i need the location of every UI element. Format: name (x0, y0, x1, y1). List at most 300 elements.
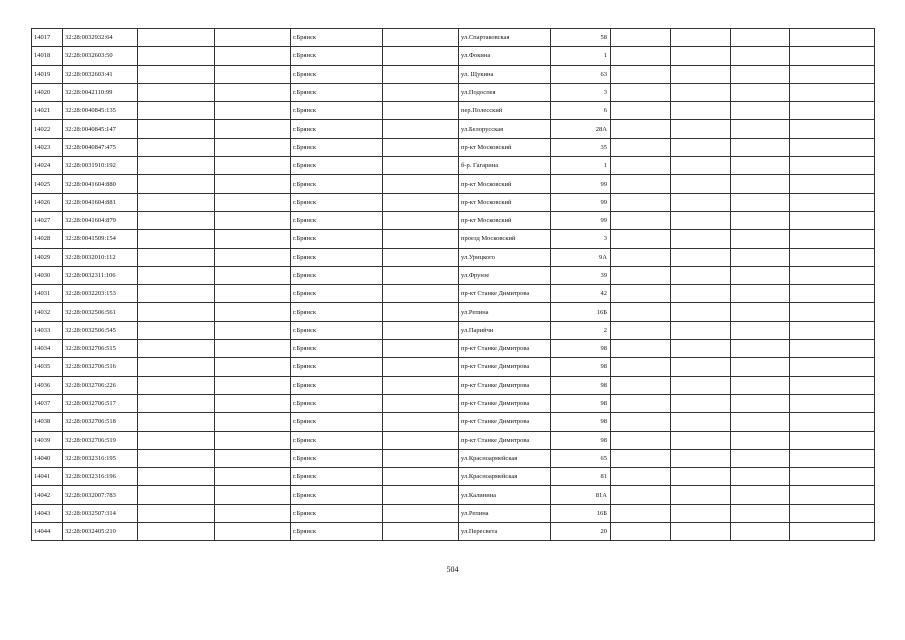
empty-cell (790, 449, 875, 467)
empty-cell (611, 157, 671, 175)
cadastral-number-cell: 32:28:0032010:112 (63, 248, 138, 266)
empty-cell (611, 65, 671, 83)
empty-cell (790, 230, 875, 248)
empty-cell (215, 230, 291, 248)
empty-cell (731, 248, 790, 266)
street-cell: ул.Фрунзе (459, 266, 551, 284)
city-cell: г.Брянск (291, 358, 383, 376)
table-row (32, 504, 875, 522)
record-number-cell: 14017 (32, 29, 63, 47)
cadastral-number-cell: 32:28:0041604:879 (63, 211, 138, 229)
cadastral-number-cell: 32:28:0032603:41 (63, 65, 138, 83)
empty-cell (611, 303, 671, 321)
empty-cell (790, 431, 875, 449)
empty-cell (671, 394, 731, 412)
city-cell: г.Брянск (291, 523, 383, 541)
street-cell: ул. Щукина (459, 65, 551, 83)
cadastral-number-cell: 32:28:0032506:545 (63, 321, 138, 339)
empty-cell (790, 413, 875, 431)
empty-cell (731, 340, 790, 358)
house-number-cell: 99 (551, 211, 611, 229)
empty-cell (138, 211, 215, 229)
empty-cell (671, 266, 731, 284)
empty-cell (383, 394, 459, 412)
empty-cell (383, 504, 459, 522)
empty-cell (138, 248, 215, 266)
empty-cell (731, 29, 790, 47)
empty-cell (215, 175, 291, 193)
empty-cell (611, 29, 671, 47)
record-number-cell: 14041 (32, 468, 63, 486)
empty-cell (138, 138, 215, 156)
record-number-cell: 14020 (32, 83, 63, 101)
city-cell: г.Брянск (291, 65, 383, 83)
empty-cell (671, 504, 731, 522)
empty-cell (383, 83, 459, 101)
empty-cell (611, 47, 671, 65)
cadastral-number-cell: 32:28:0032311:106 (63, 266, 138, 284)
empty-cell (138, 157, 215, 175)
street-cell: ул.Спартаковская (459, 29, 551, 47)
table-row (32, 394, 875, 412)
empty-cell (215, 413, 291, 431)
empty-cell (383, 29, 459, 47)
cadastral-number-cell: 32:28:0032507:314 (63, 504, 138, 522)
empty-cell (671, 468, 731, 486)
street-cell: пр-кт Станке Димитрова (459, 340, 551, 358)
empty-cell (215, 47, 291, 65)
empty-cell (383, 157, 459, 175)
table-row (32, 157, 875, 175)
empty-cell (790, 211, 875, 229)
empty-cell (671, 523, 731, 541)
empty-cell (611, 358, 671, 376)
empty-cell (671, 413, 731, 431)
city-cell: г.Брянск (291, 83, 383, 101)
empty-cell (138, 358, 215, 376)
empty-cell (383, 193, 459, 211)
cadastral-number-cell: 32:28:0032932:64 (63, 29, 138, 47)
city-cell: г.Брянск (291, 431, 383, 449)
empty-cell (215, 523, 291, 541)
empty-cell (671, 175, 731, 193)
record-number-cell: 14022 (32, 120, 63, 138)
empty-cell (215, 321, 291, 339)
cadastral-number-cell: 32:28:0032203:153 (63, 285, 138, 303)
table-row (32, 175, 875, 193)
house-number-cell: 81А (551, 486, 611, 504)
empty-cell (611, 504, 671, 522)
empty-cell (138, 102, 215, 120)
empty-cell (383, 413, 459, 431)
house-number-cell: 81 (551, 468, 611, 486)
empty-cell (383, 175, 459, 193)
empty-cell (671, 431, 731, 449)
city-cell: г.Брянск (291, 486, 383, 504)
house-number-cell: 99 (551, 175, 611, 193)
house-number-cell: 16Б (551, 504, 611, 522)
city-cell: г.Брянск (291, 157, 383, 175)
street-cell: ул.Красноармейская (459, 468, 551, 486)
empty-cell (731, 266, 790, 284)
empty-cell (383, 285, 459, 303)
record-number-cell: 14034 (32, 340, 63, 358)
empty-cell (383, 468, 459, 486)
street-cell: пр-кт Станке Димитрова (459, 376, 551, 394)
cadastral-number-cell: 32:28:0031910:192 (63, 157, 138, 175)
empty-cell (138, 523, 215, 541)
street-cell: ул.Пересвета (459, 523, 551, 541)
cadastral-number-cell: 32:28:0032706:515 (63, 340, 138, 358)
empty-cell (383, 47, 459, 65)
empty-cell (611, 413, 671, 431)
house-number-cell: 20 (551, 523, 611, 541)
city-cell: г.Брянск (291, 321, 383, 339)
table-row (32, 285, 875, 303)
empty-cell (731, 486, 790, 504)
city-cell: г.Брянск (291, 303, 383, 321)
empty-cell (138, 340, 215, 358)
house-number-cell: 98 (551, 413, 611, 431)
empty-cell (611, 193, 671, 211)
cadastral-number-cell: 32:28:0040847:475 (63, 138, 138, 156)
empty-cell (383, 230, 459, 248)
record-number-cell: 14044 (32, 523, 63, 541)
street-cell: пр-кт Московский (459, 138, 551, 156)
street-cell: ул.Белорусская (459, 120, 551, 138)
empty-cell (671, 230, 731, 248)
empty-cell (790, 394, 875, 412)
empty-cell (383, 120, 459, 138)
empty-cell (383, 358, 459, 376)
house-number-cell: 1 (551, 47, 611, 65)
street-cell: ул.Репина (459, 303, 551, 321)
empty-cell (138, 449, 215, 467)
house-number-cell: 9А (551, 248, 611, 266)
city-cell: г.Брянск (291, 468, 383, 486)
empty-cell (138, 193, 215, 211)
city-cell: г.Брянск (291, 504, 383, 522)
record-number-cell: 14019 (32, 65, 63, 83)
empty-cell (215, 157, 291, 175)
empty-cell (611, 340, 671, 358)
cadastral-number-cell: 32:28:0032706:519 (63, 431, 138, 449)
table-row (32, 230, 875, 248)
empty-cell (383, 248, 459, 266)
cadastral-number-cell: 32:28:0032706:226 (63, 376, 138, 394)
empty-cell (138, 65, 215, 83)
empty-cell (671, 157, 731, 175)
empty-cell (611, 248, 671, 266)
empty-cell (790, 65, 875, 83)
empty-cell (611, 230, 671, 248)
empty-cell (215, 211, 291, 229)
empty-cell (671, 138, 731, 156)
record-number-cell: 14033 (32, 321, 63, 339)
empty-cell (671, 65, 731, 83)
house-number-cell: 35 (551, 138, 611, 156)
empty-cell (138, 321, 215, 339)
empty-cell (611, 266, 671, 284)
street-cell: ул.Репина (459, 504, 551, 522)
empty-cell (138, 175, 215, 193)
house-number-cell: 6 (551, 102, 611, 120)
table-row (32, 248, 875, 266)
street-cell: б-р. Гагарина (459, 157, 551, 175)
city-cell: г.Брянск (291, 102, 383, 120)
street-cell: ул.Фокина (459, 47, 551, 65)
empty-cell (611, 211, 671, 229)
empty-cell (790, 248, 875, 266)
city-cell: г.Брянск (291, 120, 383, 138)
record-number-cell: 14043 (32, 504, 63, 522)
empty-cell (790, 193, 875, 211)
empty-cell (731, 376, 790, 394)
street-cell: пр-кт Станке Димитрова (459, 413, 551, 431)
empty-cell (383, 431, 459, 449)
cadastral-number-cell: 32:28:0032603:50 (63, 47, 138, 65)
empty-cell (790, 486, 875, 504)
empty-cell (790, 102, 875, 120)
house-number-cell: 65 (551, 449, 611, 467)
record-number-cell: 14021 (32, 102, 63, 120)
empty-cell (671, 376, 731, 394)
cadastral-number-cell: 32:28:0032706:518 (63, 413, 138, 431)
city-cell: г.Брянск (291, 211, 383, 229)
empty-cell (383, 266, 459, 284)
empty-cell (138, 29, 215, 47)
empty-cell (731, 83, 790, 101)
empty-cell (611, 102, 671, 120)
city-cell: г.Брянск (291, 193, 383, 211)
house-number-cell: 98 (551, 394, 611, 412)
empty-cell (671, 321, 731, 339)
cadastral-number-cell: 32:28:0041509:154 (63, 230, 138, 248)
empty-cell (215, 83, 291, 101)
city-cell: г.Брянск (291, 29, 383, 47)
empty-cell (671, 102, 731, 120)
house-number-cell: 63 (551, 65, 611, 83)
empty-cell (731, 175, 790, 193)
record-number-cell: 14023 (32, 138, 63, 156)
city-cell: г.Брянск (291, 266, 383, 284)
house-number-cell: 16Б (551, 303, 611, 321)
empty-cell (383, 340, 459, 358)
table-row (32, 120, 875, 138)
table-row (32, 211, 875, 229)
empty-cell (790, 83, 875, 101)
cadastral-number-cell: 32:28:0041604:881 (63, 193, 138, 211)
street-cell: ул.Урицкого (459, 248, 551, 266)
street-cell: ул.Калинина (459, 486, 551, 504)
empty-cell (671, 248, 731, 266)
empty-cell (790, 175, 875, 193)
empty-cell (138, 120, 215, 138)
record-number-cell: 14040 (32, 449, 63, 467)
house-number-cell: 58 (551, 29, 611, 47)
empty-cell (790, 47, 875, 65)
empty-cell (790, 358, 875, 376)
empty-cell (671, 29, 731, 47)
empty-cell (215, 394, 291, 412)
empty-cell (138, 230, 215, 248)
empty-cell (215, 358, 291, 376)
empty-cell (671, 340, 731, 358)
empty-cell (383, 65, 459, 83)
empty-cell (671, 486, 731, 504)
cadastral-number-cell: 32:28:0040845:147 (63, 120, 138, 138)
empty-cell (790, 303, 875, 321)
empty-cell (790, 266, 875, 284)
house-number-cell: 42 (551, 285, 611, 303)
empty-cell (215, 29, 291, 47)
table-row (32, 65, 875, 83)
record-number-cell: 14030 (32, 266, 63, 284)
empty-cell (611, 285, 671, 303)
empty-cell (790, 340, 875, 358)
record-number-cell: 14025 (32, 175, 63, 193)
street-cell: пр-кт Станке Димитрова (459, 431, 551, 449)
record-number-cell: 14038 (32, 413, 63, 431)
empty-cell (731, 504, 790, 522)
table-row (32, 413, 875, 431)
empty-cell (383, 303, 459, 321)
street-cell: пр-кт Московский (459, 193, 551, 211)
record-number-cell: 14036 (32, 376, 63, 394)
empty-cell (138, 486, 215, 504)
city-cell: г.Брянск (291, 285, 383, 303)
empty-cell (215, 303, 291, 321)
empty-cell (790, 285, 875, 303)
empty-cell (383, 211, 459, 229)
empty-cell (731, 413, 790, 431)
empty-cell (671, 358, 731, 376)
table-row (32, 47, 875, 65)
house-number-cell: 98 (551, 340, 611, 358)
cadastral-number-cell: 32:28:0032007:783 (63, 486, 138, 504)
house-number-cell: 98 (551, 431, 611, 449)
record-number-cell: 14032 (32, 303, 63, 321)
empty-cell (215, 431, 291, 449)
empty-cell (138, 413, 215, 431)
empty-cell (383, 102, 459, 120)
empty-cell (731, 120, 790, 138)
empty-cell (671, 303, 731, 321)
empty-cell (138, 376, 215, 394)
empty-cell (671, 120, 731, 138)
empty-cell (138, 285, 215, 303)
city-cell: г.Брянск (291, 376, 383, 394)
empty-cell (790, 29, 875, 47)
empty-cell (138, 47, 215, 65)
empty-cell (215, 193, 291, 211)
house-number-cell: 39 (551, 266, 611, 284)
empty-cell (138, 431, 215, 449)
table-row (32, 29, 875, 47)
record-number-cell: 14024 (32, 157, 63, 175)
street-cell: пр-кт Московский (459, 175, 551, 193)
empty-cell (731, 193, 790, 211)
table-row (32, 523, 875, 541)
empty-cell (731, 303, 790, 321)
empty-cell (731, 449, 790, 467)
city-cell: г.Брянск (291, 413, 383, 431)
empty-cell (671, 449, 731, 467)
table-row (32, 138, 875, 156)
empty-cell (383, 523, 459, 541)
empty-cell (138, 504, 215, 522)
table-row (32, 431, 875, 449)
table-row (32, 468, 875, 486)
city-cell: г.Брянск (291, 394, 383, 412)
table-row (32, 376, 875, 394)
empty-cell (611, 321, 671, 339)
record-number-cell: 14037 (32, 394, 63, 412)
empty-cell (383, 321, 459, 339)
record-number-cell: 14042 (32, 486, 63, 504)
record-number-cell: 14031 (32, 285, 63, 303)
empty-cell (731, 47, 790, 65)
empty-cell (671, 211, 731, 229)
empty-cell (731, 431, 790, 449)
table-row (32, 83, 875, 101)
empty-cell (790, 321, 875, 339)
empty-cell (215, 102, 291, 120)
empty-cell (671, 193, 731, 211)
cadastral-number-cell: 32:28:0032405:210 (63, 523, 138, 541)
empty-cell (138, 468, 215, 486)
empty-cell (731, 468, 790, 486)
record-number-cell: 14035 (32, 358, 63, 376)
empty-cell (790, 504, 875, 522)
street-cell: пр-кт Станке Димитрова (459, 394, 551, 412)
cadastral-number-cell: 32:28:0040845:135 (63, 102, 138, 120)
record-number-cell: 14018 (32, 47, 63, 65)
street-cell: пр-кт Московский (459, 211, 551, 229)
empty-cell (731, 102, 790, 120)
cadastral-number-cell: 32:28:0032706:517 (63, 394, 138, 412)
empty-cell (215, 376, 291, 394)
empty-cell (731, 230, 790, 248)
table-row (32, 193, 875, 211)
street-cell: пр-кт Станке Димитрова (459, 285, 551, 303)
table-row (32, 102, 875, 120)
empty-cell (790, 523, 875, 541)
empty-cell (383, 486, 459, 504)
empty-cell (731, 211, 790, 229)
empty-cell (215, 504, 291, 522)
street-cell: ул.Парийчи (459, 321, 551, 339)
city-cell: г.Брянск (291, 47, 383, 65)
empty-cell (383, 138, 459, 156)
page-number: 504 (446, 565, 459, 574)
city-cell: г.Брянск (291, 175, 383, 193)
empty-cell (611, 431, 671, 449)
empty-cell (611, 523, 671, 541)
cadastral-number-cell: 32:28:0032706:516 (63, 358, 138, 376)
empty-cell (671, 83, 731, 101)
house-number-cell: 2 (551, 321, 611, 339)
empty-cell (611, 376, 671, 394)
empty-cell (215, 340, 291, 358)
cadastral-number-cell: 32:28:0041604:880 (63, 175, 138, 193)
empty-cell (790, 120, 875, 138)
empty-cell (790, 157, 875, 175)
empty-cell (215, 65, 291, 83)
table-row (32, 340, 875, 358)
record-number-cell: 14028 (32, 230, 63, 248)
table-row (32, 266, 875, 284)
